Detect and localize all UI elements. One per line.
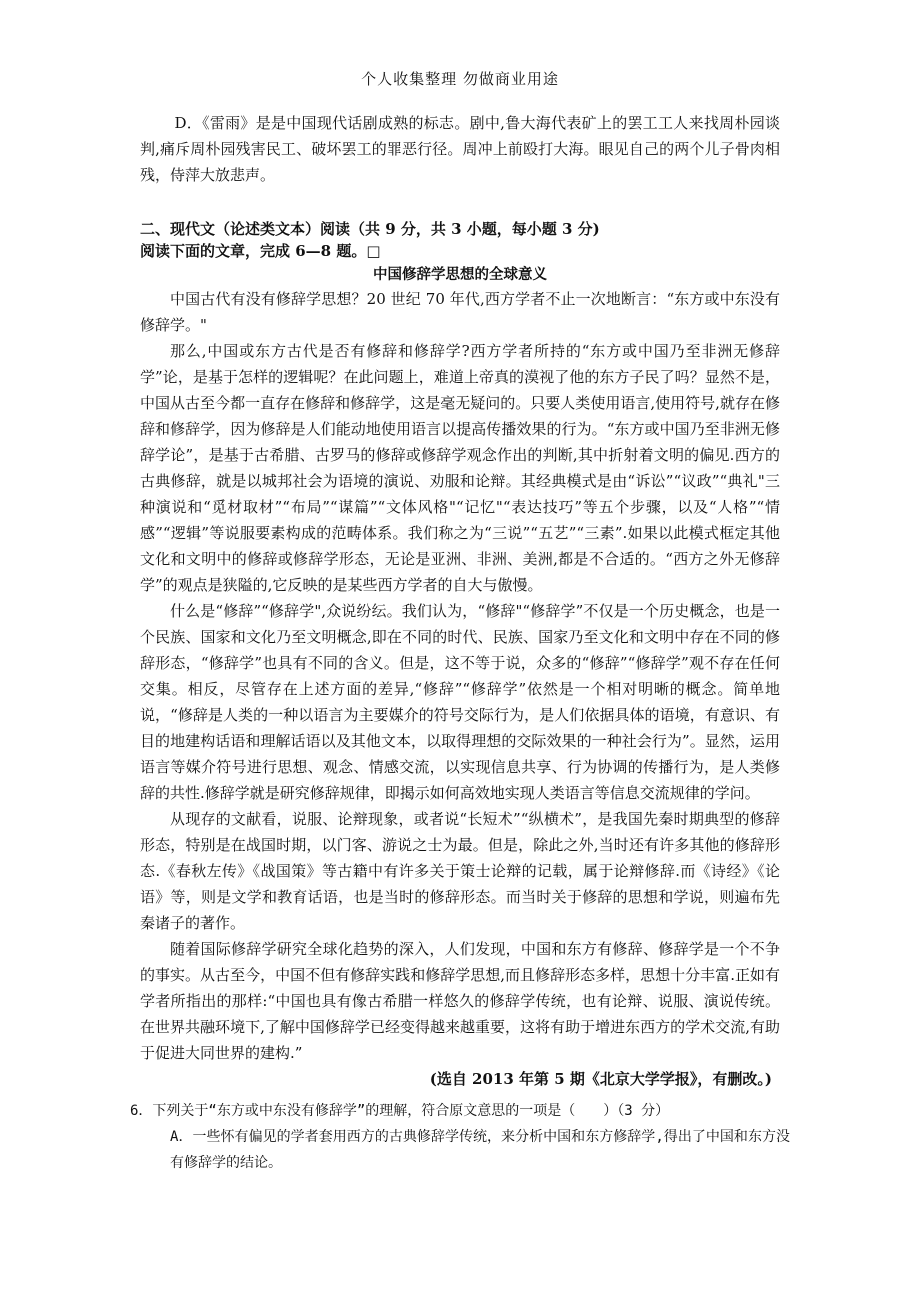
instruction: 阅读下面的文章，完成 6—8 题。□ <box>140 242 381 260</box>
option-d-text: D．《雷雨》是是中国现代话剧成熟的标志。剧中,鲁大海代表矿上的罢工工人来找周朴园谈判,痛斥周朴园残害民工、破坏罢工的罪恶行径。周冲上前殴打大海。眼见自己的两个儿子骨肉相残，侍萍大放悲声。 <box>140 114 780 184</box>
question-6-block <box>130 1098 790 1176</box>
article-paragraph: 从现存的文献看，说服、论辩现象，或者说“长短术”“纵横术”，是我国先秦时期典型的修辞形态，特别是在战国时期，以门客、游说之士为最。但是，除此之外,当时还有许多其他的修辞形态.《春秋左传》《战国策》等古籍中有许多关于策士论辩的记载，属于论辩修辞.而《诗经》《论语》等，则是文学和教育话语，也是当时的修辞形态。而当时关于修辞的思想和学说，则遍布先秦诸子的著作。 <box>140 810 780 932</box>
section-heading-block <box>140 218 800 262</box>
article-title: 中国修辞学思想的全球意义 <box>373 266 547 283</box>
article-body <box>140 286 780 1092</box>
article-paragraph: 随着国际修辞学研究全球化趋势的深入，人们发现，中国和东方有修辞、修辞学是一个不争的事实。从古至今，中国不但有修辞实践和修辞学思想,而且修辞形态多样，思想十分丰富.正如有学者所指出的那样:“中国也具有像古希腊一样悠久的修辞学传统，也有论辩、说服、演说传统。在世界共融环境下,了解中国修辞学已经变得越来越重要，这将有助于增进东西方的学术交流,有助于促进大同世界的建构.” <box>140 940 780 1062</box>
question-6-option-a: A．一些怀有偏见的学者套用西方的古典修辞学传统，来分析中国和东方修辞学,得出了中国和东方没有修辞学的结论。 <box>170 1129 790 1171</box>
question-6-stem: 6．下列关于“东方或中东没有修辞学”的理解，符合原文意思的一项是（ ）（3 分） <box>130 1103 670 1119</box>
section-heading: 二、现代文（论述类文本）阅读（共 9 分，共 3 小题，每小题 3 分) <box>140 220 600 238</box>
article-paragraph: 中国古代有没有修辞学思想？20 世纪 70 年代,西方学者不止一次地断言：“东方或中东没有修辞学。" <box>140 290 780 334</box>
page-header: 个人收集整理 勿做商业用途 <box>361 70 559 88</box>
article-paragraph: 什么是“修辞”“修辞学",众说纷纭。我们认为，“修辞"“修辞学”不仅是一个历史概念，也是一个民族、国家和文化乃至文明概念,即在不同的时代、民族、国家乃至文化和文明中存在不同的修辞形态，“修辞学”也具有不同的含义。但是，这不等于说，众多的“修辞”“修辞学”观不存在任何交集。相反，尽管存在上述方面的差异,“修辞”“修辞学”依然是一个相对明晰的概念。简单地说，“修辞是人类的一种以语言为主要媒介的符号交际行为，是人们依据具体的语境，有意识、有目的地建构话语和理解话语以及其他文本，以取得理想的交际效果的一种社会行为”。显然，运用语言等媒介符号进行思想、观念、情感交流，以实现信息共享、行为协调的传播行为，是人类修辞的共性.修辞学就是研究修辞规律，即揭示如何高效地实现人类语言等信息交流规律的学问。 <box>140 602 780 802</box>
option-d-block <box>140 110 780 188</box>
article-title-block <box>140 262 780 288</box>
source-note: (选自 2013 年第 5 期《北京大学学报》，有删改。) <box>429 1070 772 1088</box>
article-paragraph: 那么,中国或东方古代是否有修辞和修辞学?西方学者所持的“东方或中国乃至非洲无修辞学”论，是基于怎样的逻辑呢？在此问题上，难道上帝真的漠视了他的东方子民了吗？显然不是，中国从古至今都一直存在修辞和修辞学，这是毫无疑问的。只要人类使用语言,使用符号,就存在修辞和修辞学，因为修辞是人们能动地使用语言以提高传播效果的行为。“东方或中国乃至非洲无修辞学论”，是基于古希腊、古罗马的修辞或修辞学观念作出的判断,其中折射着文明的偏见.西方的古典修辞，就是以城邦社会为语境的演说、劝服和论辩。其经典模式是由“诉讼”“议政”“典礼"三种演说和“觅材取材”“布局”“谋篇”“文体风格"“记忆"“表达技巧”等五个步骤，以及“人格”“情感”“逻辑”等说服要素构成的范畴体系。我们称之为“三说”“五艺”“三素”.如果以此模式框定其他文化和文明中的修辞或修辞学形态，无论是亚洲、非洲、美洲,都是不合适的。“西方之外无修辞学”的观点是狭隘的,它反映的是某些西方学者的自大与傲慢。 <box>140 342 780 594</box>
